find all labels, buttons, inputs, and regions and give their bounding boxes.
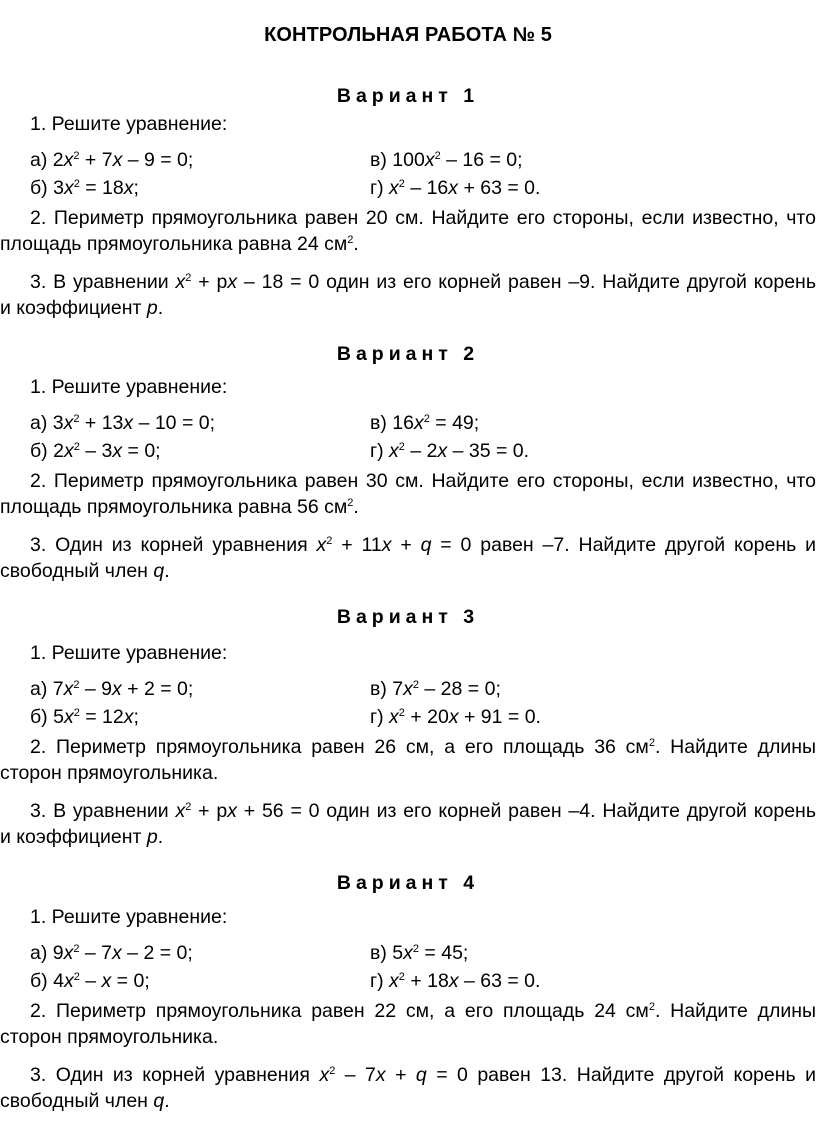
task-3-line-2: и коэффициент p. [0, 826, 164, 848]
task-2-line-2: площадь прямоугольника равна 56 $см^2$. [0, 496, 359, 518]
equation-v: в) $5x^2 = 45$; [370, 942, 469, 964]
equation-g: г) $x^2 - 2x - 35 = 0$. [370, 440, 530, 462]
task-2-line-2: сторон прямоугольника. [0, 762, 219, 784]
equation-v: в) $7x^2 - 28 = 0$; [370, 678, 501, 700]
task-1-label: 1. Решите уравнение: [30, 113, 228, 135]
task-1-label: 1. Решите уравнение: [30, 642, 228, 664]
task-3-line-2: и коэффициент p. [0, 297, 164, 319]
task-2-line-1: 2. Периметр прямоугольника равен 20 см. Найдите его стороны, если известно, что [30, 207, 816, 229]
equation-v: в) $16x^2 = 49$; [370, 412, 480, 434]
task-3-line-2: свободный член q. [0, 1090, 170, 1112]
page-title: КОНТРОЛЬНАЯ РАБОТА № 5 [264, 24, 552, 46]
task-1-label: 1. Решите уравнение: [30, 376, 228, 398]
equation-g: г) $x^2 + 18x - 63 = 0$. [370, 970, 541, 992]
task-3-line-2: свободный член q. [0, 560, 170, 582]
equation-v: в) $100x^2 - 16 = 0$; [370, 149, 523, 171]
equation-a: а) $9x^2 - 7x - 2 = 0$; [30, 942, 193, 964]
equation-b: б) $2x^2 - 3x = 0$; [30, 440, 161, 462]
equation-a: а) $3x^2 + 13x - 10 = 0$; [30, 412, 216, 434]
task-3-line-1: 3. В уравнении $x^2$ + px – 18 = 0 один из его корней равен –9. Найдите другой корень [30, 271, 816, 293]
variant-heading: Вариант 1 [336, 85, 480, 107]
task-2-line-2: сторон прямоугольника. [0, 1026, 219, 1048]
equation-b: б) $4x^2 - x = 0$; [30, 970, 150, 992]
equation-g: г) $x^2 - 16x + 63 = 0$. [370, 177, 541, 199]
task-1-label: 1. Решите уравнение: [30, 906, 228, 928]
task-2-line-2: площадь прямоугольника равна 24 $см^2$. [0, 233, 359, 255]
task-3-line-1: 3. Один из корней уравнения $x^2 + 11x + q = 0$ равен –7. Найдите другой корень и [30, 534, 816, 556]
task-2-line-1: 2. Периметр прямоугольника равен 26 см, а его площадь 36 $см^2$. Найдите длины [30, 736, 816, 758]
equation-b: б) $3x^2 = 18x$; [30, 177, 139, 199]
variant-heading: Вариант 4 [336, 872, 480, 894]
task-3-line-1: 3. Один из корней уравнения $x^2 - 7x + q = 0$ равен 13. Найдите другой корень и [30, 1064, 816, 1086]
equation-b: б) $5x^2 = 12x$; [30, 706, 139, 728]
equation-g: г) $x^2 + 20x + 91 = 0$. [370, 706, 541, 728]
task-2-line-1: 2. Периметр прямоугольника равен 22 см, а его площадь 24 $см^2$. Найдите длины [30, 1000, 816, 1022]
variant-heading: Вариант 3 [336, 606, 480, 628]
task-3-line-1: 3. В уравнении $x^2$ + px + 56 = 0 один из его корней равен –4. Найдите другой корень [30, 800, 816, 822]
task-2-line-1: 2. Периметр прямоугольника равен 30 см. Найдите его стороны, если известно, что [30, 470, 816, 492]
variant-heading: Вариант 2 [336, 343, 480, 365]
equation-a: а) $7x^2 - 9x + 2 = 0$; [30, 678, 194, 700]
equation-a: а) $2x^2 + 7x - 9 = 0$; [30, 149, 194, 171]
